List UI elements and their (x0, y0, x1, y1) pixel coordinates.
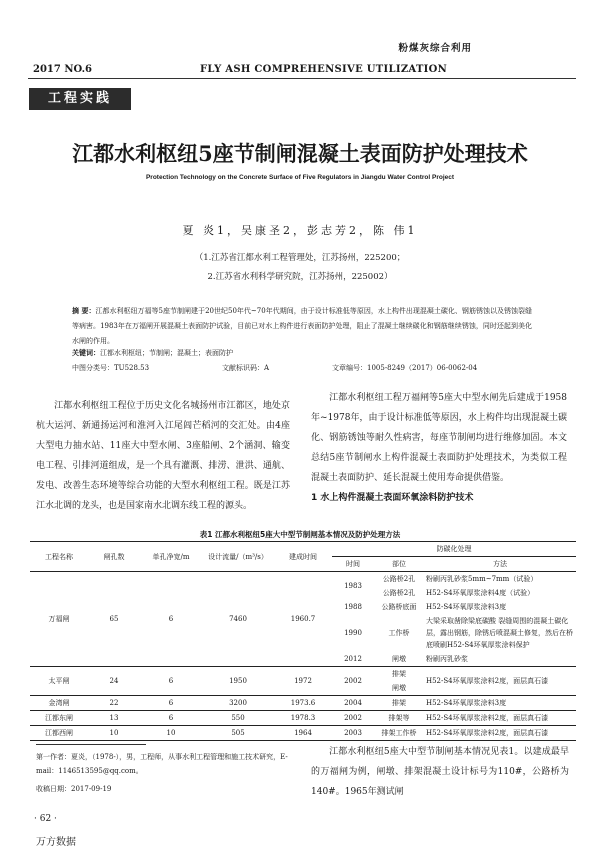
paper-title-en: Protection Technology on the Concrete Surface of Five Regulators in Jiangdu Water Control Project (145, 174, 455, 181)
author-list: 夏 炎1，吴康圣2，彭志芳2，陈 伟1 (182, 224, 418, 237)
table-row: 江都东闸 13 6 550 1978.3 2002 排架等 H52-S4环氧厚浆涂料2度，面层真石漆 (30, 711, 576, 726)
clc-number: 中图分类号：TU528.53 (72, 364, 150, 372)
col-header-time: 时间 (346, 560, 360, 568)
section-heading-1: 1 水上构件混凝土表面环氧涂料防护技术 (311, 493, 474, 503)
abstract (72, 303, 532, 349)
col-header-built: 建成时间 (274, 542, 332, 572)
footnote-author: 第一作者：夏炎，（1978-），男，工程师，从事水利工程管理和施工技术研究，E-mail：1146513595@qq.com。 (36, 753, 288, 775)
watermark-text: 万方数据 (36, 837, 76, 848)
affiliation-1: （1.江苏省江都水利工程管理处，江苏扬州，225200； (194, 253, 406, 263)
body-left-paragraph: 江都水利枢纽工程位于历史文化名城扬州市江都区，地处京杭大运河、新通扬运河和淮河入江尾闾芒稻河的交汇处。由4座大型电力抽水站、11座大中型水闸、3座船闸、2个涵洞、输变电工程、引排河道组成，是一个具有灌溉、排涝、泄洪、通航、发电、改善生态环境等综合功能的大型水利枢纽工程。既是江苏江水北调的龙头，也是国家南水北调东线工程的源头。 (36, 401, 290, 511)
table-row: 1988 公路桥底面 H52-S4环氧厚浆涂料3度 (344, 603, 507, 611)
body-right-bottom-paragraph: 江都水利枢纽5座大中型节制闸基本情况见表1。以建成最早的万福闸为例，闸墩、排架混凝土设计标号为110#，公路桥为140#。1965年测试闸 (311, 747, 569, 797)
table-row: 金湾闸 22 6 3200 1973.6 2004 排架 H52-S4环氧厚浆涂料3度 (30, 696, 576, 711)
document-code: 文献标识码：A (222, 364, 270, 372)
section-tag: 工程实践 (29, 88, 131, 110)
keywords (72, 348, 233, 358)
footnote-rule (36, 744, 146, 745)
keywords-text: 江都水利枢纽；节制闸；混凝土；表面防护 (100, 349, 233, 357)
affiliation-2: 2.江苏省水利科学研究院，江苏扬州，225002） (207, 272, 393, 282)
keywords-label: 关键词： (72, 348, 100, 357)
journal-title-en: FLY ASH COMPREHENSIVE UTILIZATION (200, 64, 448, 75)
data-table (30, 541, 576, 741)
abstract-text: 江都水利枢纽万福等5座节制闸建于20世纪50年代~70年代期间，由于设计标准低等原因，水上构件出现混凝土碳化、钢筋锈蚀以及锈蚀裂缝等病害。1983年在万福闸开展混凝土表面防护试验，目前已对水上构件进行表面防护处理，阻止了混凝土继续碳化和钢筋继续锈蚀，同时还起到美化水闸的作用。 (72, 307, 533, 345)
table-row: 公路桥2孔 H52-S4环氧厚浆涂料4度（试验） (382, 589, 535, 597)
table-row: 太平闸 24 6 1950 1972 2002 排架 H52-S4环氧厚浆涂料2度，面层真石漆 (48, 670, 549, 685)
table-row: 2012 闸墩 粉刷丙乳砂浆 (344, 655, 468, 663)
issue-number: 2017 NO.6 (33, 64, 93, 75)
table-row: 江都西闸 10 10 505 1964 2003 排架工作桥 H52-S4环氧厚浆涂料2度，面层真石漆 (30, 726, 576, 741)
page-number: · 62 · (34, 814, 57, 824)
body-right-paragraph: 江都水利枢纽工程万福闸等5座大中型水闸先后建成于1958年~1978年，由于设计标准低等原因，水上构件均出现混凝土碳化、钢筋锈蚀等耐久性病害，每座节制闸均进行维修加固。本文总结5座节制闸水上构件混凝土表面防护处理技术，为类似工程混凝土表面防护、延长混凝土使用寿命提供借鉴。 (311, 393, 567, 483)
col-header-name: 工程名称 (30, 542, 88, 572)
col-header-protection: 防碳化处理 (332, 542, 576, 557)
header-rule (28, 78, 576, 79)
table-row: 1990 工作桥 大梁采取凿除梁底碳酸 裂缝周围的混凝土碳化层，露出钢筋，除锈后喷混凝土修复，然后在桥底喷刷H52-S4环氧厚浆涂料保护 (344, 617, 573, 649)
col-header-width: 单孔净宽/m (140, 542, 202, 572)
abstract-label: 摘 要： (72, 306, 96, 315)
table-row: 闸墩 (30, 681, 576, 696)
col-header-flow: 设计流量/（m³/s） (202, 542, 274, 572)
journal-title-cn: 粉煤灰综合利用 (398, 43, 472, 54)
article-number: 文章编号：1005-8249（2017）06-0062-04 (332, 364, 478, 372)
table-row: 万福闸 65 6 7460 1960.7 1983 公路桥2孔 粉刷丙乳砂浆5mm~7mm（试验） (30, 572, 576, 587)
classification-meta (72, 363, 532, 373)
paper-title: 江都水利枢纽5座节制闸混凝土表面防护处理技术 (72, 141, 528, 166)
col-header-holes: 闸孔数 (88, 542, 140, 572)
table-caption: 表1 江都水利枢纽5座大中型节制闸基本情况及防护处理方法 (199, 530, 401, 539)
col-header-method: 方法 (493, 560, 507, 568)
footnote-received: 收稿日期：2017-09-19 (36, 785, 112, 793)
col-header-part: 部位 (392, 560, 406, 568)
